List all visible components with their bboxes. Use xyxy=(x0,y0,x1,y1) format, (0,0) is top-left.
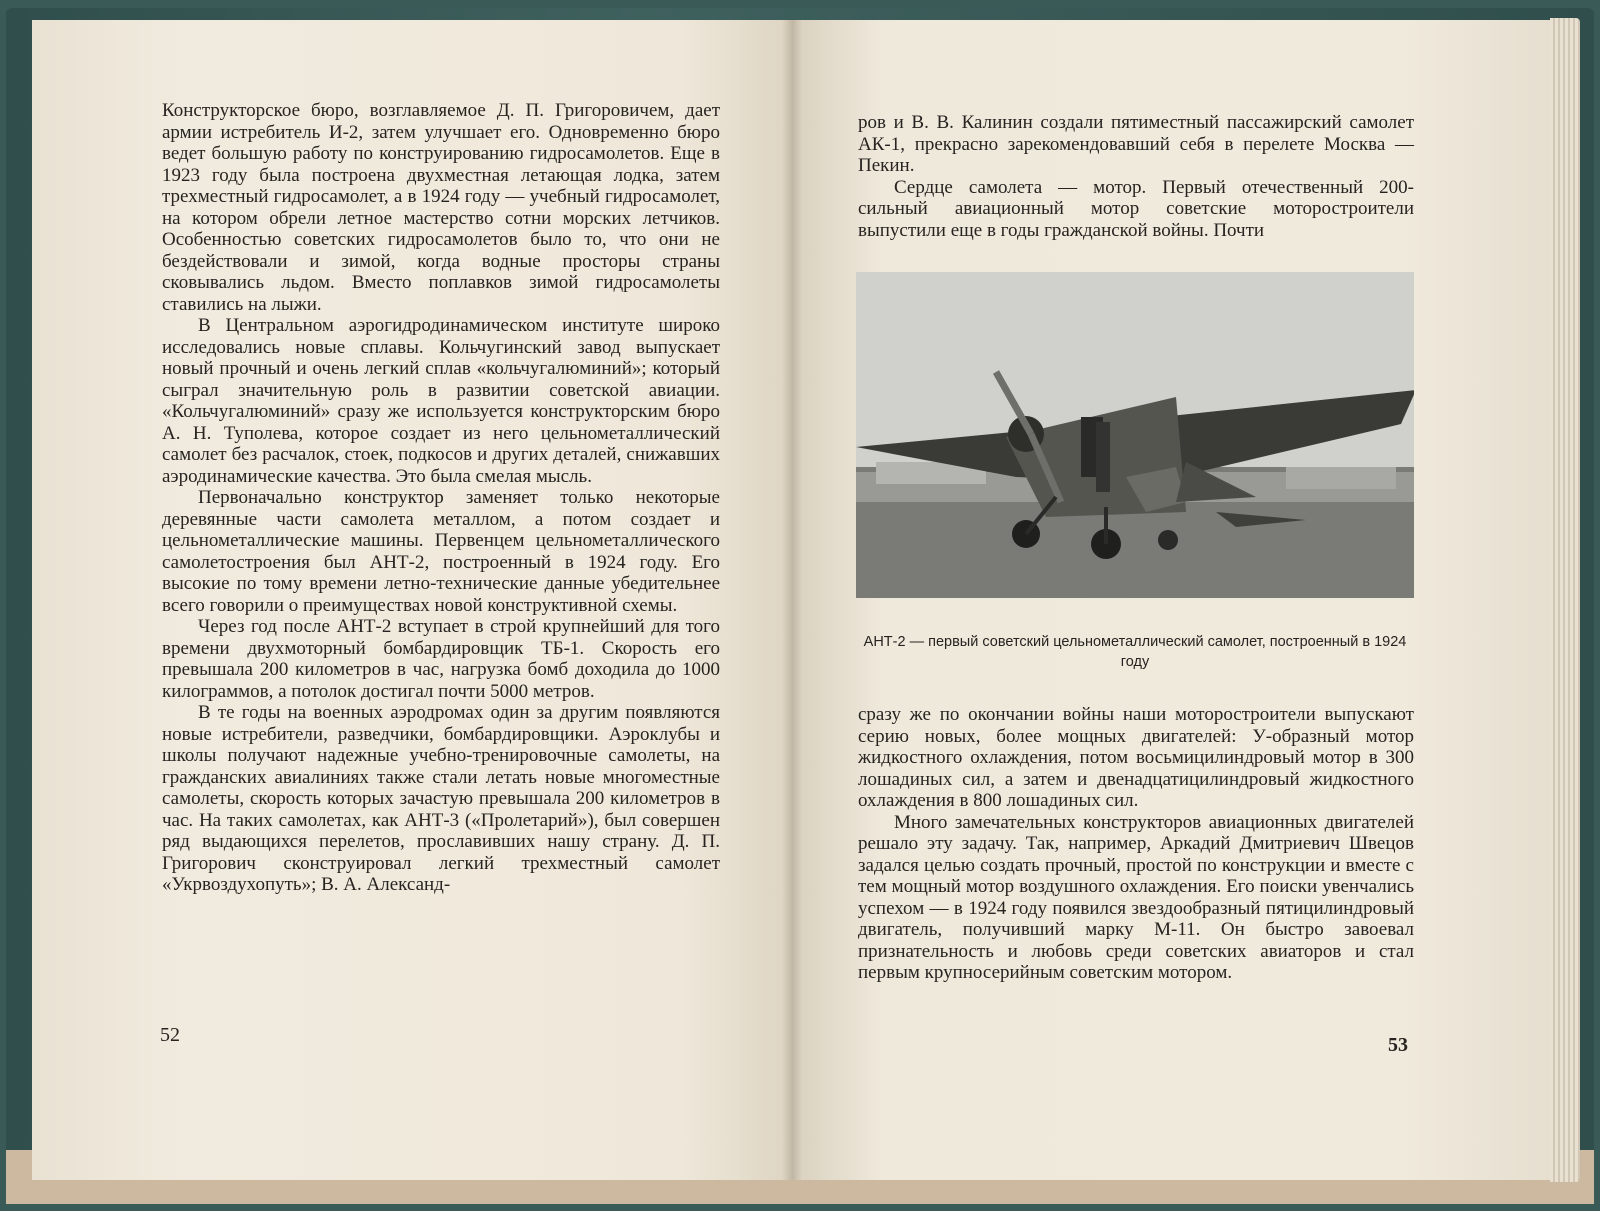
right-paragraph-1: ров и В. В. Калинин создали пятиместный пассажирский самолет АК-1, прекрасно зарекомендовавший себя в перелете Москва — Пекин. xyxy=(858,112,1414,176)
left-paragraph-4: Через год после АНТ-2 вступает в строй крупнейший для того времени двухмоторный бомбардировщик ТБ-1. Скорость его превышала 200 километров в час, нагрузка бомб доходила до 1000 килограммов, а потолок достигал почти 5000 метров. xyxy=(162,616,720,702)
book-gutter xyxy=(782,20,802,1180)
left-page-number: 52 xyxy=(160,1024,180,1046)
left-paragraph-5: В те годы на военных аэродромах один за другим появляются новые истребители, разведчики, бомбардировщики. Аэроклубы и школы получают надежные учебно-тренировочные самолеты, на гражданских авиалиниях также стали летать новые многоместные самолеты, скорость которых зачастую превышала 200 километров в час. На таких самолетах, как АНТ-3 («Пролетарий»), был совершен ряд выдающихся перелетов, прославивших нашу страну. Д. П. Григорович сконструировал легкий трехместный самолет «Укрвоздухопуть»; В. А. Александ- xyxy=(162,702,720,895)
left-paragraph-2: В Центральном аэрогидродинамическом институте широко исследовались новые сплавы. Кольчугинский завод выпускает новый прочный и очень легкий сплав «кольчугалюминий»; который сыграл значительную роль в развитии советской авиации. «Кольчугалюминий» сразу же используется конструкторским бюро А. Н. Туполева, которое создает из него цельнометаллический самолет без расчалок, стоек, подкосов и других деталей, снижавших аэродинамические качества. Это была смелая мысль. xyxy=(162,315,720,487)
page-edges xyxy=(1550,18,1580,1182)
left-paragraph-3: Первоначально конструктор заменяет только некоторые деревянные части самолета металлом, а потом создает и цельнометаллические машины. Первенцем цельнометаллического самолетостроения был АНТ-2, построенный в 1924 году. Его высокие по тому времени летно-технические данные убедительнее всего говорили о преимуществах новой конструктивной схемы. xyxy=(162,487,720,616)
right-paragraph-2: Сердце самолета — мотор. Первый отечественный 200-сильный авиационный мотор советские моторостроители выпустили еще в годы гражданской войны. Почти xyxy=(858,176,1414,241)
right-page-top-text xyxy=(858,112,1414,241)
photo-caption: АНТ-2 — первый советский цельнометаллический самолет, построенный в 1924 году xyxy=(863,634,1407,670)
right-page-number: 53 xyxy=(1388,1034,1408,1056)
airplane-illustration xyxy=(856,272,1414,598)
left-page-text xyxy=(162,100,720,896)
right-paragraph-4: Много замечательных конструкторов авиационных двигателей решало эту задачу. Так, например, Аркадий Дмитриевич Швецов задался целью создать прочный, простой по конструкции и вместе с тем мощный мотор воздушного охлаждения. Его поиски увенчались успехом — в 1924 году появился звездообразный пятицилиндровый двигатель, получивший марку М-11. Он быстро завоевал признательность и любовь среди советских авиаторов и стал первым крупносерийным советским мотором. xyxy=(858,811,1414,983)
ant2-airplane-photo xyxy=(856,272,1414,598)
left-paragraph-1: Конструкторское бюро, возглавляемое Д. П. Григоровичем, дает армии истребитель И-2, затем улучшает его. Одновременно бюро ведет большую работу по конструированию гидросамолетов. Еще в 1923 году была построена двухместная летающая лодка, затем трехместный гидросамолет, а в 1924 году — учебный гидросамолет, на котором обрели летное мастерство сотни морских летчиков. Особенностью советских гидросамолетов было то, что они не бездействовали и зимой, когда водные просторы страны сковывались льдом. Вместо поплавков зимой гидросамолеты ставились на лыжи. xyxy=(162,100,720,315)
right-page-bottom-text xyxy=(858,704,1414,984)
right-paragraph-3: сразу же по окончании войны наши моторостроители выпускают серию новых, более мощных двигателей: У-образный мотор жидкостного охлаждения, потом восьмицилиндровый мотор в 300 лошадиных сил, а затем и двенадцатицилиндровый жидкостного охлаждения в 800 лошадиных сил. xyxy=(858,704,1414,811)
